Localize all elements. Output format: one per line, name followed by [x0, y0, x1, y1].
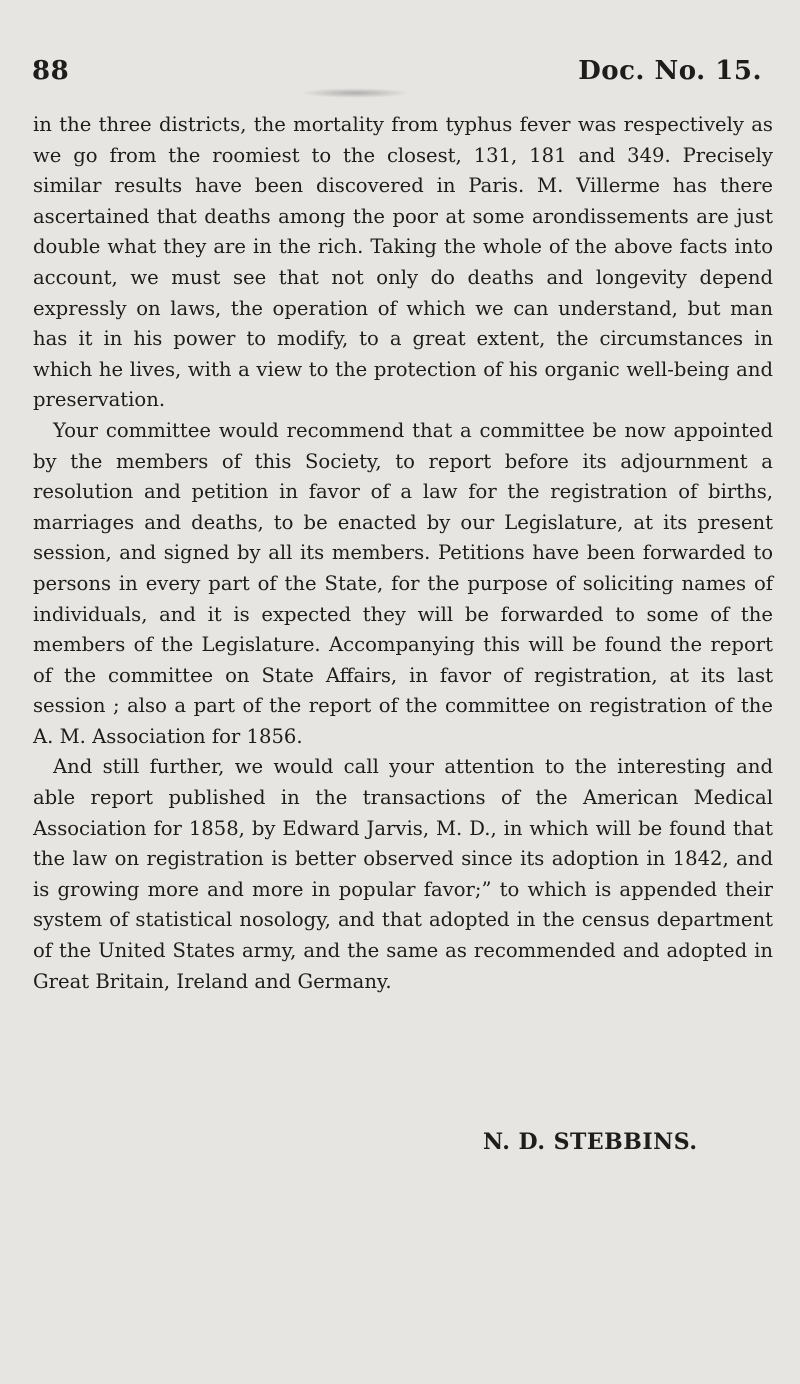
ink-smudge: [300, 88, 410, 98]
document-number: Doc. No. 15.: [578, 56, 762, 86]
page-header: [32, 56, 762, 92]
paragraph-continuation: in the three districts, the mortality from typhus fever was respectively as we go from the roomiest to the closest, 131, 181 and 349. Precisely similar results have been discovered in Paris. M. Villerme has there ascertained that deaths among the poor at some arondissements are just double what they are in the rich. Taking the whole of the above facts into account, we must see that not only do deaths and longevity depend expressly on laws, the operation of which we can understand, but man has it in his power to modify, to a great extent, the circumstances in which he lives, with a view to the protection of his organic well-being and preservation.: [33, 113, 773, 412]
signature: N. D. STEBBINS.: [483, 1129, 698, 1155]
paragraph-further-attention: And still further, we would call your attention to the interesting and able report published in the transactions of the American Medical Association for 1858, by Edward Jarvis, M. D., in which will be found that the law on registration is better observed since its adoption in 1842, and is growing more and more in popular favor;” to which is appended their system of statistical nosology, and that adopted in the census department of the United States army, and the same as recommended and adopted in Great Britain, Ireland and Germany.: [33, 755, 773, 993]
body-text: [33, 110, 773, 997]
page-number: 88: [32, 56, 70, 86]
paragraph-recommendation: Your committee would recommend that a committee be now appointed by the members of this Society, to report before its adjournment a resolution and petition in favor of a law for the registration of births, marriages and deaths, to be enacted by our Legislature, at its present session, and signed by all its members. Petitions have been forwarded to persons in every part of the State, for the purpose of soliciting names of individuals, and it is expected they will be forwarded to some of the members of the Legislature. Accompanying this will be found the report of the committee on State Affairs, in favor of registration, at its last session ; also a part of the report of the committee on registration of the A. M. Association for 1856.: [33, 418, 773, 748]
